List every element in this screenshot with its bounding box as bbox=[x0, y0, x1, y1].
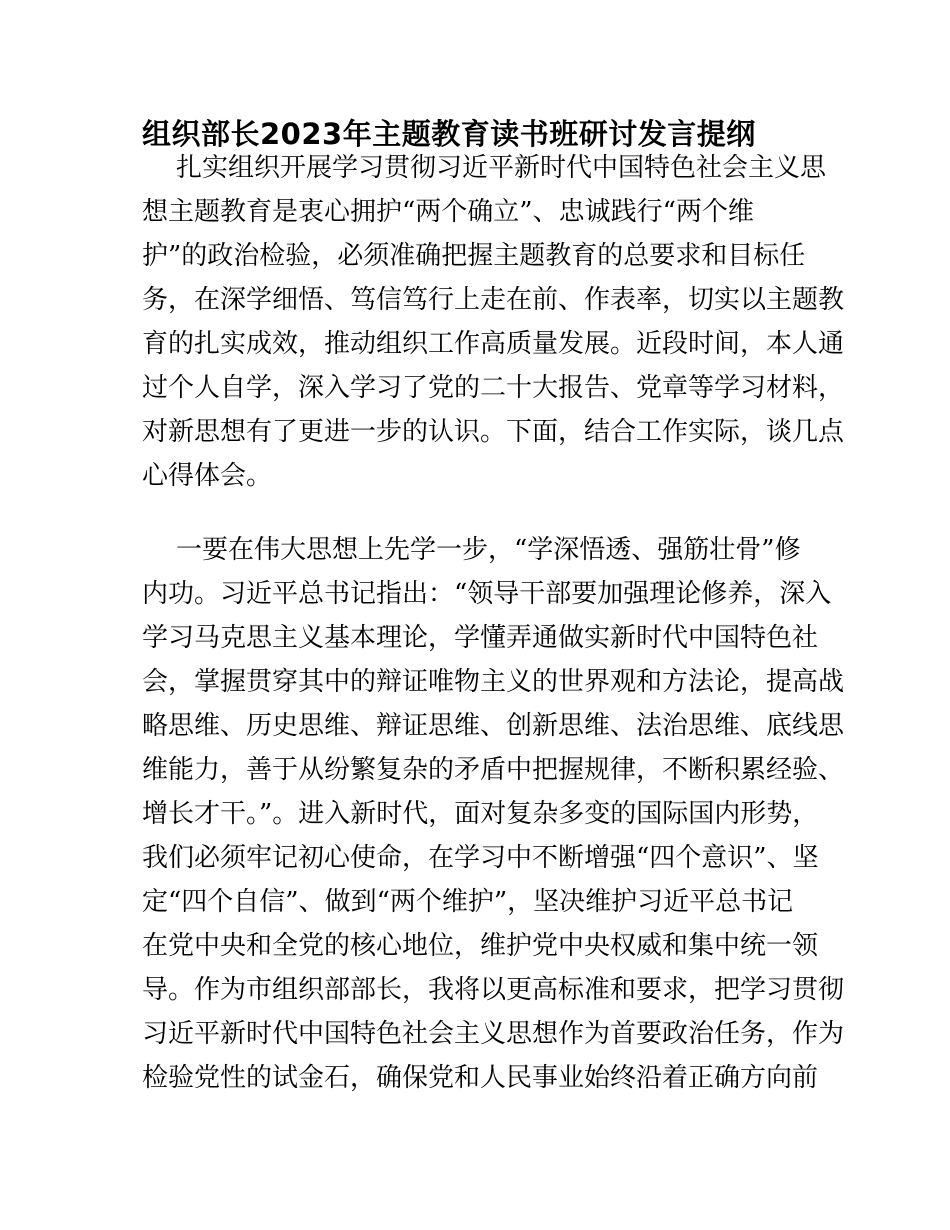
paragraph-1-line: 对新思想有了更进一步的认识。下面，结合工作实际，谈几点 bbox=[142, 417, 845, 447]
paragraph-1-line: 心得体会。 bbox=[142, 461, 273, 491]
paragraph-2-line: 一要在伟大思想上先学一步，“学深悟透、强筋壮骨”修 bbox=[176, 535, 801, 565]
paragraph-2-line: 内功。习近平总书记指出：“领导干部要加强理论修养，深入 bbox=[142, 579, 832, 609]
paragraph-2-line: 习近平新时代中国特色社会主义思想作为首要政治任务，作为 bbox=[142, 1019, 845, 1049]
paragraph-1-line: 育的扎实成效，推动组织工作高质量发展。近段时间，本人通 bbox=[142, 329, 845, 359]
paragraph-2-line: 学习马克思主义基本理论，学懂弄通做实新时代中国特色社 bbox=[142, 623, 819, 653]
paragraph-2-line: 增长才干。”。进入新时代，面对复杂多变的国际国内形势， bbox=[142, 799, 819, 829]
paragraph-1-line: 扎实组织开展学习贯彻习近平新时代中国特色社会主义思 bbox=[176, 153, 827, 183]
paragraph-1-line: 过个人自学，深入学习了党的二十大报告、党章等学习材料， bbox=[142, 373, 845, 403]
paragraph-2-line: 检验党性的试金石，确保党和人民事业始终沿着正确方向前 bbox=[142, 1063, 819, 1093]
paragraph-2-line: 在党中央和全党的核心地位，维护党中央权威和集中统一领 bbox=[142, 931, 819, 961]
paragraph-1-line: 务，在深学细悟、笃信笃行上走在前、作表率，切实以主题教 bbox=[142, 285, 845, 315]
paragraph-1-line: 护”的政治检验，必须准确把握主题教育的总要求和目标任 bbox=[142, 241, 806, 271]
paragraph-2-line: 我们必须牢记初心使命，在学习中不断增强“四个意识”、坚 bbox=[142, 843, 819, 873]
paragraph-2-line: 维能力，善于从纷繁复杂的矛盾中把握规律，不断积累经验、 bbox=[142, 755, 845, 785]
paragraph-2-line: 定“四个自信”、做到“两个维护”，坚决维护习近平总书记 bbox=[142, 887, 794, 917]
paragraph-1-line: 想主题教育是衷心拥护“两个确立”、忠诚践行“两个维 bbox=[142, 197, 754, 227]
paragraph-2-line: 会，掌握贯穿其中的辩证唯物主义的世界观和方法论，提高战 bbox=[142, 667, 845, 697]
paragraph-2-line: 导。作为市组织部部长，我将以更高标准和要求，把学习贯彻 bbox=[142, 975, 845, 1005]
document-title: 组织部长2023年主题教育读书班研讨发言提纲 bbox=[142, 117, 756, 151]
paragraph-2-line: 略思维、历史思维、辩证思维、创新思维、法治思维、底线思 bbox=[142, 711, 845, 741]
